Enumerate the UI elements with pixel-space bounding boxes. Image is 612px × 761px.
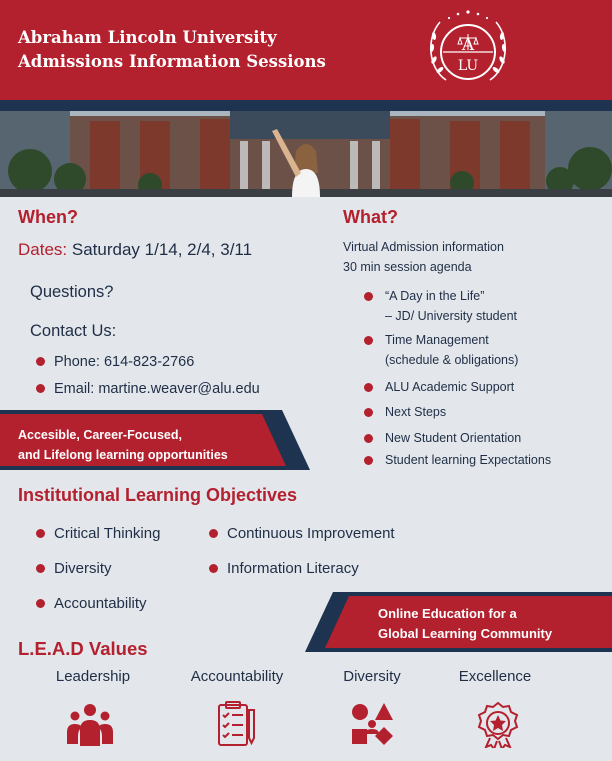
bullet-dot bbox=[364, 434, 373, 443]
agenda-item: Student learning Expectations bbox=[364, 450, 551, 470]
agenda-item: “A Day in the Life” – JD/ University student bbox=[364, 286, 517, 326]
bullet-dot bbox=[364, 292, 373, 301]
shapes-icon bbox=[348, 700, 396, 748]
svg-text:A: A bbox=[461, 35, 475, 55]
bullet-dot bbox=[364, 456, 373, 465]
agenda-item: ALU Academic Support bbox=[364, 377, 514, 397]
value-label-diversity: Diversity bbox=[343, 668, 401, 685]
dates-label: Dates: bbox=[18, 240, 68, 259]
what-heading: What? bbox=[343, 207, 398, 227]
value-label-excellence: Excellence bbox=[458, 668, 532, 685]
bullet-dot bbox=[364, 408, 373, 417]
bullet-dot bbox=[209, 529, 218, 538]
contact-heading: Contact Us: bbox=[30, 322, 117, 340]
what-intro bbox=[343, 237, 504, 277]
checklist-icon bbox=[214, 700, 262, 748]
objective-item: Critical Thinking bbox=[36, 525, 160, 542]
award-badge-icon bbox=[474, 700, 522, 748]
bullet-dot bbox=[36, 529, 45, 538]
what-intro-line2: 30 min session agenda bbox=[343, 260, 472, 274]
page-title bbox=[18, 26, 326, 74]
svg-text:LU: LU bbox=[457, 58, 479, 74]
objective-item: Accountability bbox=[36, 595, 147, 612]
objective-item: Diversity bbox=[36, 560, 112, 577]
team-icon bbox=[66, 700, 114, 748]
phone-text: Phone: 614-823-2766 bbox=[54, 354, 195, 370]
header-bar bbox=[0, 0, 612, 100]
bullet-dot bbox=[364, 383, 373, 392]
bullet-dot bbox=[36, 357, 45, 366]
objectives-heading: Institutional Learning Objectives bbox=[18, 485, 298, 505]
bullet-dot bbox=[364, 336, 373, 345]
bullet-dot bbox=[36, 384, 45, 393]
value-label-leadership: Leadership bbox=[55, 668, 131, 685]
what-intro-line1: Virtual Admission information bbox=[343, 240, 504, 254]
campus-stadium-photo bbox=[0, 111, 612, 197]
value-label-accountability: Accountability bbox=[190, 668, 284, 685]
left-banner-text: Accesible, Career-Focused, and Lifelong learning opportunities bbox=[18, 428, 228, 462]
objective-item: Information Literacy bbox=[209, 560, 359, 577]
dates-value: Saturday 1/14, 2/4, 3/11 bbox=[71, 240, 253, 259]
agenda-item: New Student Orientation bbox=[364, 428, 521, 448]
alu-seal-logo bbox=[418, 8, 518, 92]
when-heading: When? bbox=[18, 207, 78, 227]
questions-heading: Questions? bbox=[30, 283, 114, 301]
bullet-dot bbox=[209, 564, 218, 573]
email-text: Email: martine.weaver@alu.edu bbox=[54, 381, 260, 397]
agenda-item: Next Steps bbox=[364, 402, 446, 422]
agenda-item: Time Management (schedule & obligations) bbox=[364, 330, 518, 370]
right-banner-text: Online Education for a Global Learning Community bbox=[378, 606, 553, 641]
objective-item: Continuous Improvement bbox=[209, 525, 395, 542]
university-name: Abraham Lincoln University bbox=[18, 28, 277, 47]
phone-item bbox=[36, 354, 194, 370]
sessions-title: Admissions Information Sessions bbox=[18, 52, 326, 71]
bullet-dot bbox=[36, 564, 45, 573]
navy-divider bbox=[0, 100, 612, 111]
email-item bbox=[36, 381, 260, 397]
bullet-dot bbox=[36, 599, 45, 608]
values-heading: L.E.A.D Values bbox=[18, 638, 148, 659]
dates-line bbox=[18, 240, 252, 260]
